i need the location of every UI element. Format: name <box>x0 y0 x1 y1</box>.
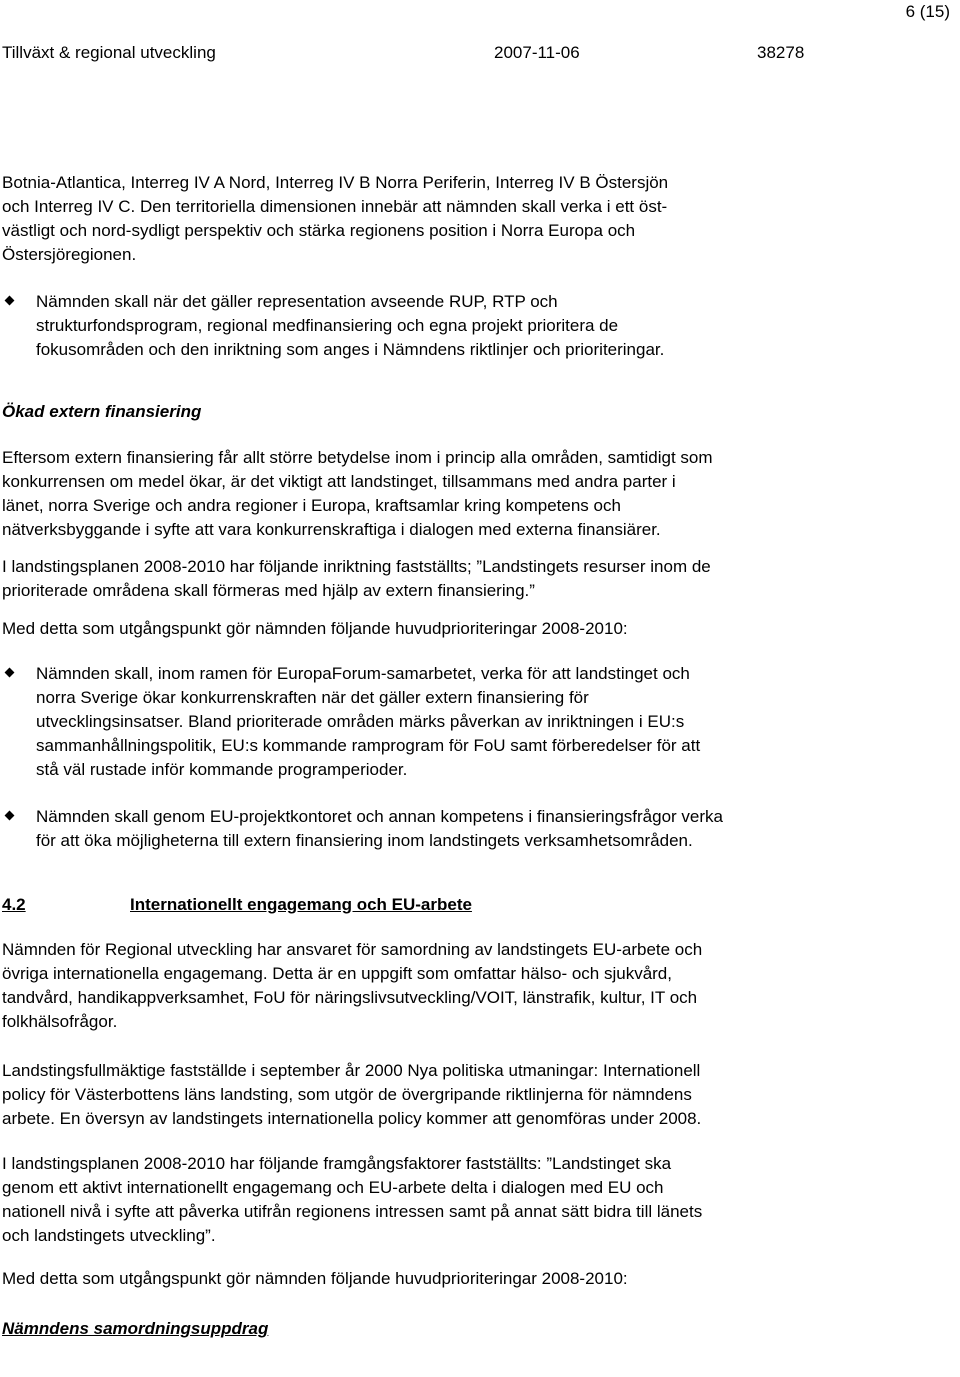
text-line: strukturfondsprogram, regional medfinansiering och egna projekt prioritera de <box>36 316 619 335</box>
text-line: I landstingsplanen 2008-2010 har följande framgångsfaktorer fastställts: ”Landstinget ska <box>2 1154 672 1173</box>
bullet-representation <box>2 290 937 362</box>
heading-namndens-samordningsuppdrag <box>2 1317 937 1341</box>
text-line: utvecklingsinsatser. Bland prioriterade områden märks påverkan av inriktningen i EU:s <box>36 712 685 731</box>
diamond-bullet-icon <box>5 811 15 821</box>
text-line: Nämnden skall när det gäller representation avseende RUP, RTP och <box>36 292 558 311</box>
text-line: arbete. En översyn av landstingets internationella policy kommer att genomföras under 2008. <box>2 1109 702 1128</box>
text-line: och landstingets utveckling”. <box>2 1226 216 1245</box>
header-doc-number: 38278 <box>757 43 805 62</box>
text-line: Nämnden skall, inom ramen för EuropaForum-samarbetet, verka för att landstinget och <box>36 664 690 683</box>
text-line: Östersjöregionen. <box>2 245 137 264</box>
text-line: Med detta som utgångspunkt gör nämnden följande huvudprioriteringar 2008-2010: <box>2 1269 628 1288</box>
text-line: tandvård, handikappverksamhet, FoU för näringslivsutveckling/VOIT, länstrafik, kultur, IT och <box>2 988 698 1007</box>
document-body <box>2 171 937 1341</box>
text-line: länet, norra Sverige och andra regioner i Europa, kraftsamlar kring kompetens och <box>2 496 621 515</box>
text-line: Med detta som utgångspunkt gör nämnden följande huvudprioriteringar 2008-2010: <box>2 619 628 638</box>
text-line: Landstingsfullmäktige fastställde i september år 2000 Nya politiska utmaningar: Internationell <box>2 1061 701 1080</box>
header-department: Tillväxt & regional utveckling <box>2 43 216 62</box>
text-line: västligt och nord-sydligt perspektiv och stärka regionens position i Norra Europa och <box>2 221 636 240</box>
text-line: prioriterade områdena skall förmeras med hjälp av extern finansiering.” <box>2 581 535 600</box>
text-line: folkhälsofrågor. <box>2 1012 118 1031</box>
section-number: 4.2 <box>2 895 26 914</box>
paragraph-huvudprioriteringar-2 <box>2 1267 937 1291</box>
diamond-bullet-icon <box>5 668 15 678</box>
text-line: fokusområden och den inriktning som anges i Nämndens riktlinjer och prioriteringar. <box>36 340 665 359</box>
text-line: sammanhållningspolitik, EU:s kommande ramprogram för FoU samt förberedelser för att <box>36 736 701 755</box>
diamond-bullet-icon <box>5 296 15 306</box>
text-line: nationell nivå i syfte att påverka utifrån regionens intressen samt på annat sätt bidra till länets <box>2 1202 703 1221</box>
paragraph-landstingsplanen-1 <box>2 555 937 603</box>
bullet-eu-projektkontoret <box>2 805 937 853</box>
underlined-heading-text: Nämndens samordningsuppdrag <box>2 1319 269 1338</box>
text-line: genom ett aktivt internationellt engagemang och EU-arbete delta i dialogen med EU och <box>2 1178 664 1197</box>
paragraph-landstingsfullmaktige <box>2 1059 937 1131</box>
text-line: övriga internationella engagemang. Detta är en uppgift som omfattar hälso- och sjukvård, <box>2 964 672 983</box>
text-line: Eftersom extern finansiering får allt större betydelse inom i princip alla områden, samtidigt som <box>2 448 713 467</box>
paragraph-huvudprioriteringar-1 <box>2 617 937 641</box>
page-number: 6 (15) <box>905 2 950 21</box>
text-line: Nämnden skall genom EU-projektkontoret och annan kompetens i finansieringsfrågor verka <box>36 807 723 826</box>
paragraph-namnden-ansvar <box>2 938 937 1034</box>
paragraph-landstingsplanen-2 <box>2 1152 937 1248</box>
document-header <box>2 43 832 65</box>
section-title: Internationellt engagemang och EU-arbete <box>130 895 472 914</box>
header-date: 2007-11-06 <box>494 43 580 62</box>
heading-section-4-2 <box>2 893 937 917</box>
text-line: för att öka möjligheterna till extern finansiering inom landstingets verksamhetsområden. <box>36 831 693 850</box>
text-line: stå väl rustade inför kommande programperioder. <box>36 760 408 779</box>
text-line: norra Sverige ökar konkurrenskraften när det gäller extern finansiering för <box>36 688 589 707</box>
paragraph-extern-finansiering <box>2 446 937 542</box>
text-line: Nämnden för Regional utveckling har ansvaret för samordning av landstingets EU-arbete och <box>2 940 703 959</box>
text-line: Botnia-Atlantica, Interreg IV A Nord, Interreg IV B Norra Periferin, Interreg IV B Östersjön <box>2 173 669 192</box>
text-line: och Interreg IV C. Den territoriella dimensionen innebär att nämnden skall verka i ett öst- <box>2 197 668 216</box>
bullet-europaforum <box>2 662 937 782</box>
paragraph-interreg <box>2 171 937 267</box>
text-line: policy för Västerbottens läns landsting, som utgör de övergripande riktlinjerna för nämndens <box>2 1085 692 1104</box>
text-line: nätverksbyggande i syfte att vara konkurrenskraftiga i dialogen med externa finansiärer. <box>2 520 661 539</box>
text-line: konkurrensen om medel ökar, är det viktigt att landstinget, tillsammans med andra parter i <box>2 472 676 491</box>
heading-okad-extern-finansiering: Ökad extern finansiering <box>2 402 202 421</box>
text-line: I landstingsplanen 2008-2010 har följande inriktning fastställts; ”Landstingets resurser inom de <box>2 557 711 576</box>
